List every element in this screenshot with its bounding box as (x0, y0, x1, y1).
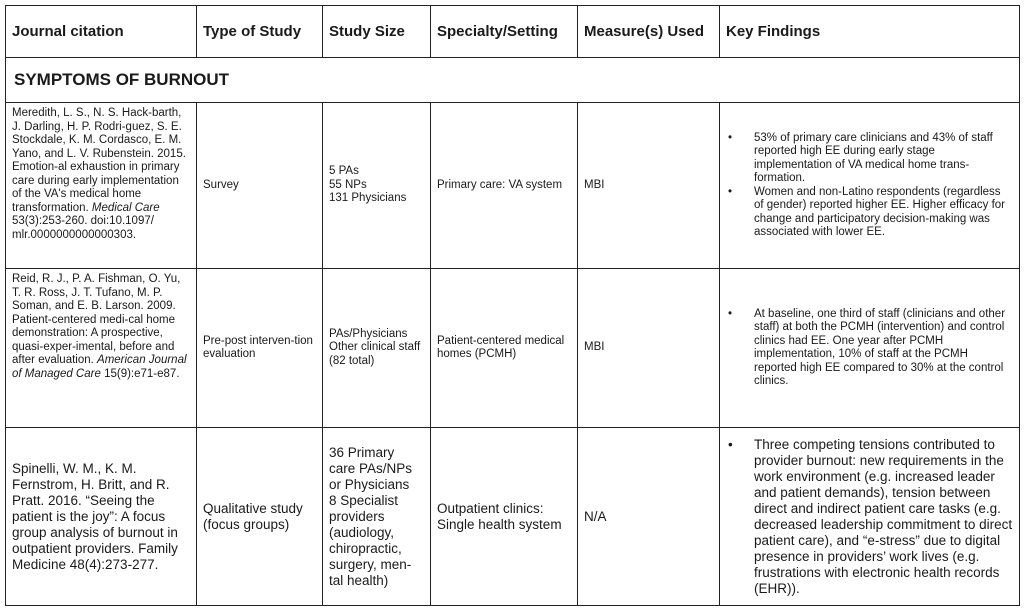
citation-cell (6, 428, 197, 606)
header-type-of-study: Type of Study (197, 6, 323, 58)
size-line: 55 NPs (329, 178, 367, 191)
setting-cell: Outpatient clinics: Single health system (431, 428, 578, 606)
findings-cell (720, 428, 1020, 606)
size-line: 8 Specialist providers (audiology, chiropractic, surgery, men-tal health) (329, 492, 412, 588)
findings-cell (720, 103, 1020, 269)
size-line: 5 PAs (329, 165, 359, 178)
header-row (6, 6, 1020, 58)
citation-cell (6, 103, 197, 269)
section-row (6, 58, 1020, 103)
citation-text-end: 53(3):253-260. doi:10.1097/ mlr.0000000000000303. (12, 215, 154, 241)
size-line: 36 Primary care PAs/NPs or Physicians (329, 444, 413, 492)
findings-list (726, 308, 1013, 389)
size-cell (323, 103, 431, 269)
measure-cell: MBI (578, 103, 720, 269)
size-line: Other clinical staff (329, 341, 421, 354)
measure-cell: N/A (578, 428, 720, 606)
table-row (6, 428, 1020, 606)
size-line: 131 Physicians (329, 192, 407, 205)
size-cell (323, 428, 431, 606)
evidence-table (5, 5, 1020, 606)
table-row (6, 269, 1020, 428)
finding-item: • Three competing tensions contributed to provider burnout: new requirements in the work environment (e.g. increased leader and patient demands), tension between direct and indirect patient care tasks (e.g. decreased leadership commitment to direct patient care), and “e-stress” due to digital presence in providers’ work lives (e.g. frustrations with electronic health records (EHR)). (726, 437, 1013, 597)
setting-cell: Patient-centered medical homes (PCMH) (431, 269, 578, 428)
citation-text: Reid, R. J., P. A. Fishman, O. Yu, T. R. Ross, J. T. Tufano, M. P. Soman, and E. B. Larson. 2009. Patient-centered medi-cal home demonstration: A prospective, quasi-exper-imental, before and after evaluation. (12, 273, 181, 366)
citation-cell (6, 269, 197, 428)
setting-cell: Primary care: VA system (431, 103, 578, 269)
findings-list (726, 437, 1013, 597)
citation-journal: American Journal of Managed Care (12, 354, 187, 380)
citation-text-end: 15(9):e71-e87. (100, 367, 180, 380)
type-cell: Survey (197, 103, 323, 269)
header-journal-citation: Journal citation (6, 6, 197, 58)
type-cell: Qualitative study (focus groups) (197, 428, 323, 606)
findings-cell (720, 269, 1020, 428)
finding-item: • Women and non-Latino respondents (regardless of gender) reported higher EE. Higher efficacy for change and participatory decision-making was associated with lower EE. (726, 186, 1013, 240)
citation-journal: Medical Care (91, 201, 160, 214)
size-line: PAs/Physicians (329, 327, 408, 340)
section-title: SYMPTOMS OF BURNOUT (6, 58, 1020, 103)
header-specialty-setting: Specialty/Setting (431, 6, 578, 58)
citation-text: Spinelli, W. M., K. M. Fernstrom, H. Britt, and R. Pratt. 2016. “Seeing the patient is the joy”: A focus group analysis of burnout in outpatient providers. Family Medicine 48(4):273-277. (12, 460, 178, 572)
table-row (6, 103, 1020, 269)
finding-item: • At baseline, one third of staff (clinicians and other staff) at both the PCMH (intervention) and control clinics had EE. One year after PCMH implementation, 10% of staff at the PCMH reported high EE compared to 30% at the control clinics. (726, 308, 1013, 389)
measure-cell: MBI (578, 269, 720, 428)
size-line: (82 total) (329, 354, 375, 367)
finding-item: • 53% of primary care clinicians and 43% of staff reported high EE during early stage implementation of VA medical home trans-formation. (726, 132, 1013, 186)
citation-text: Meredith, L. S., N. S. Hack-barth, J. Darling, H. P. Rodri-guez, S. E. Stockdale, K. M. Cordasco, E. M. Yano, and L. V. Rubenstein. 2015. Emotion-al exhaustion in primary care during early implementation of the VA's medical home transformation. (12, 107, 186, 214)
header-key-findings: Key Findings (720, 6, 1020, 58)
size-cell (323, 269, 431, 428)
header-study-size: Study Size (323, 6, 431, 58)
findings-list (726, 132, 1013, 240)
header-measures-used: Measure(s) Used (578, 6, 720, 58)
type-cell: Pre-post interven-tion evaluation (197, 269, 323, 428)
